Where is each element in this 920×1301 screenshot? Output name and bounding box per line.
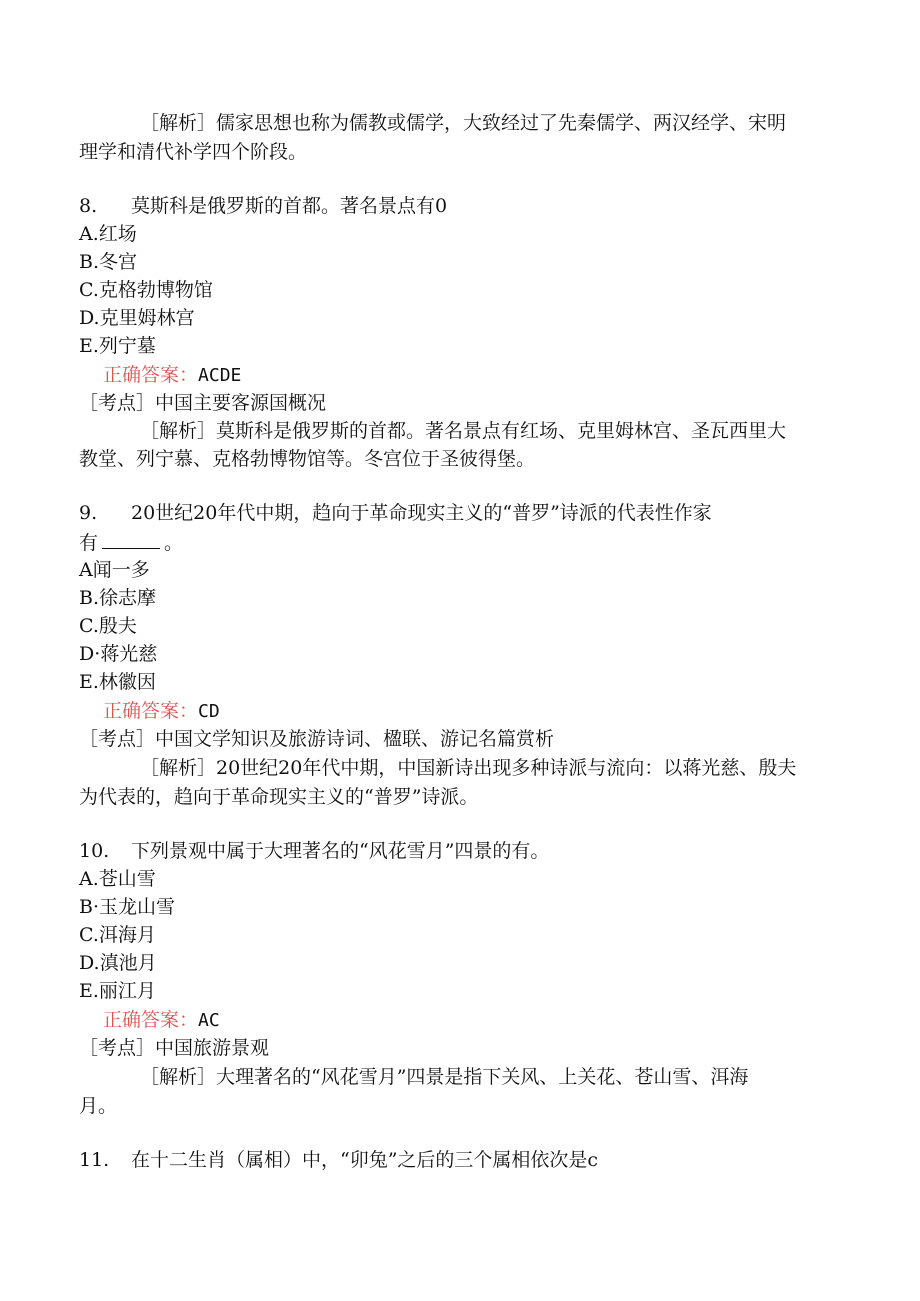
q9-kaodian: ［考点］中国文学知识及旅游诗词、楹联、游记名篇赏析 — [79, 728, 555, 750]
q8-option-c: C.克格勃博物馆 — [79, 279, 213, 301]
question-number: 10. — [79, 840, 110, 862]
q8-kaodian: ［考点］中国主要客源国概况 — [79, 392, 327, 414]
q8-explanation-line-2: 教堂、列宁慕、克格勃博物馆等。冬宫位于圣彼得堡。 — [79, 448, 536, 470]
q8-option-e: E.列宁墓 — [79, 335, 156, 357]
q8-option-d: D.克里姆林宫 — [79, 307, 195, 329]
question-11-stem — [79, 1146, 598, 1174]
q10-option-c: C.洱海月 — [79, 924, 156, 946]
q10-kaodian: ［考点］中国旅游景观 — [79, 1037, 270, 1059]
q10-option-e: E.丽江月 — [79, 980, 156, 1002]
q9-explanation-line-2: 为代表的，趋向于革命现实主义的“普罗”诗派。 — [79, 786, 479, 808]
question-number: 9. — [79, 502, 98, 524]
q8-correct-answer — [103, 361, 241, 390]
answer-label: 正确答案： — [103, 364, 199, 386]
q8-explanation-line-1: ［解析］莫斯科是俄罗斯的首都。著名景点有红场、克里姆林宫、圣瓦西里大 — [140, 420, 787, 442]
question-text: 20世纪20年代中期，趋向于革命现实主义的“普罗”诗派的代表性作家 — [131, 502, 712, 524]
answer-blank — [102, 530, 160, 549]
q9-correct-answer — [103, 697, 220, 726]
q10-correct-answer — [103, 1006, 220, 1035]
intro-explanation-line-1: ［解析］儒家思想也称为儒教或儒学，大致经过了先秦儒学、两汉经学、宋明 — [140, 112, 787, 134]
question-text: 有 — [79, 532, 99, 554]
q9-option-a: A闻一多 — [79, 559, 150, 581]
answer-value: ACDE — [198, 365, 242, 386]
q9-option-c: C.殷夫 — [79, 615, 137, 637]
question-8-stem — [79, 192, 447, 220]
q8-option-a: A.红场 — [79, 223, 137, 245]
q9-explanation-line-1: ［解析］20世纪20年代中期，中国新诗出现多种诗派与流向：以蒋光慈、殷夫 — [140, 757, 797, 779]
question-number: 8. — [79, 195, 98, 217]
q8-option-b: B.冬宫 — [79, 251, 138, 273]
answer-value: AC — [198, 1010, 220, 1031]
q10-explanation-line-1: ［解析］大理著名的“风花雪月”四景是指下关风、上关花、苍山雪、洱海 — [140, 1066, 749, 1088]
q10-explanation-line-2: 月。 — [79, 1095, 118, 1117]
q10-option-b: B·玉龙山雪 — [79, 896, 176, 918]
answer-label: 正确答案： — [103, 700, 199, 722]
question-text: 下列景观中属于大理著名的“风花雪月”四景的有。 — [131, 840, 550, 862]
q9-option-b: B.徐志摩 — [79, 587, 157, 609]
intro-explanation-line-2: 理学和清代补学四个阶段。 — [79, 141, 308, 163]
q10-option-d: D.滇池月 — [79, 952, 157, 974]
q10-option-a: A.苍山雪 — [79, 868, 156, 890]
question-number: 11. — [79, 1149, 110, 1171]
q9-option-d: D·蒋光慈 — [79, 643, 158, 665]
question-9-stem-continued — [79, 529, 183, 557]
q9-option-e: E.林徽因 — [79, 671, 156, 693]
question-9-stem — [79, 499, 712, 527]
answer-label: 正确答案： — [103, 1009, 199, 1031]
question-text-end: 。 — [164, 532, 184, 554]
question-10-stem — [79, 837, 549, 865]
question-text: 莫斯科是俄罗斯的首都。著名景点有0 — [131, 195, 448, 217]
question-text: 在十二生肖（属相）中，“卯兔”之后的三个属相依次是c — [131, 1149, 599, 1171]
answer-value: CD — [198, 701, 220, 722]
